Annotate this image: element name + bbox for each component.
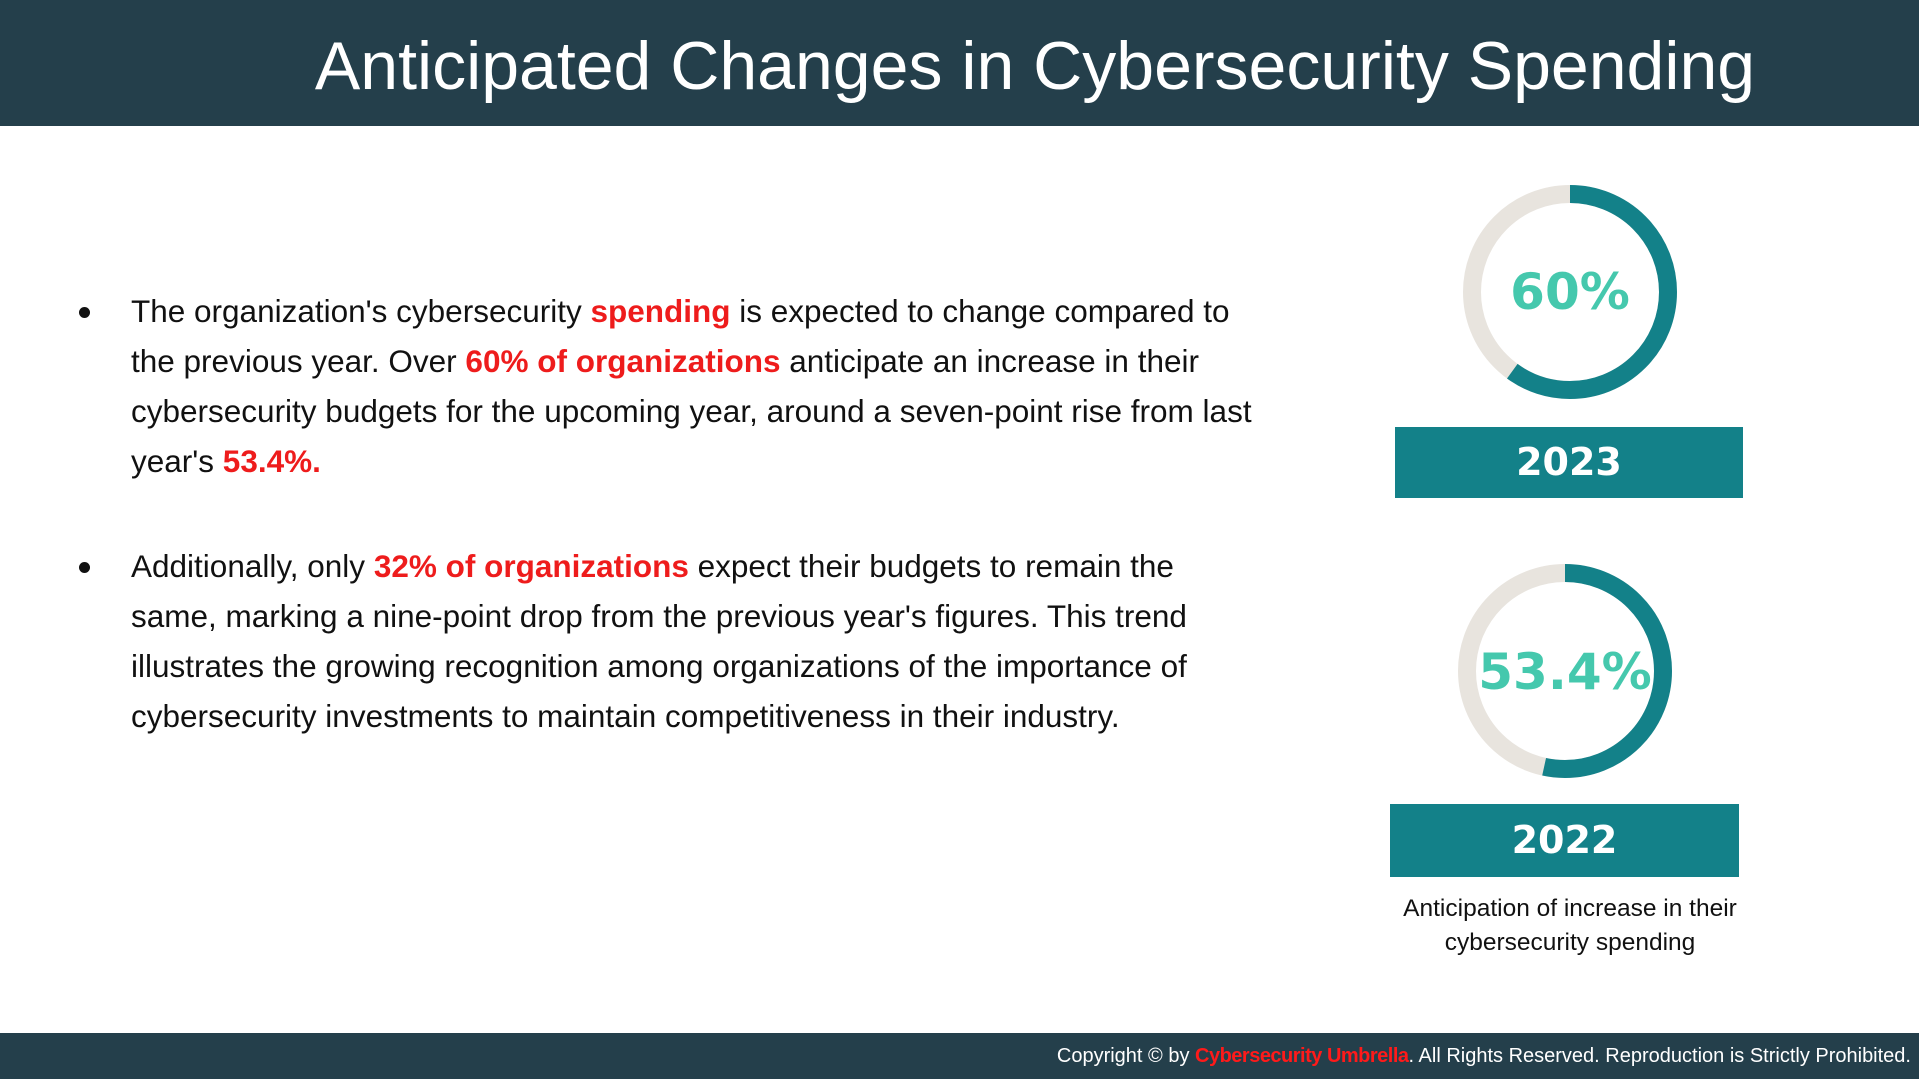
copyright-text: Copyright © by Cybersecurity Umbrella. All Rights Reserved. Reproduction is Strictly Prohibited. bbox=[1056, 1045, 1911, 1067]
bullet-dot-icon bbox=[79, 562, 90, 573]
highlight-text: 60% of organizations bbox=[465, 343, 781, 379]
header-bar bbox=[0, 0, 1919, 126]
bullet-text: The organization's cybersecurity spending is expected to change compared to the previous year. Over 60% of organizations anticipate an increase in their cybersecurity budgets for the upcoming year, around a seven-point rise from last year's 53.4%. bbox=[131, 293, 1252, 479]
year-bar-2022: 2022 bbox=[1390, 804, 1739, 877]
chart-caption: Anticipation of increase in their cybersecurity spending bbox=[1403, 895, 1737, 956]
gauge-2022 bbox=[1456, 562, 1674, 780]
gauge-value: 53.4% bbox=[1478, 643, 1652, 701]
bullet-list bbox=[75, 286, 1265, 796]
brand-name: Cybersecurity Umbrella bbox=[1195, 1045, 1409, 1067]
highlight-text: 53.4%. bbox=[222, 443, 321, 479]
footer-bar bbox=[0, 1033, 1919, 1079]
bullet-text: Additionally, only 32% of organizations expect their budgets to remain the same, marking a nine-point drop from the previous year's figures. This trend illustrates the growing recognition among organizations of the importance of cybersecurity investments to maintain competitiveness in their industry. bbox=[131, 548, 1187, 734]
highlight-text: spending bbox=[590, 293, 731, 329]
bullet-item bbox=[75, 286, 1265, 486]
gauge-value: 60% bbox=[1510, 263, 1630, 321]
year-bar-2023: 2023 bbox=[1395, 427, 1743, 498]
bullet-dot-icon bbox=[79, 307, 90, 318]
page-title: Anticipated Changes in Cybersecurity Spending bbox=[314, 28, 1756, 104]
bullet-item bbox=[75, 541, 1265, 741]
gauge-2023 bbox=[1461, 183, 1679, 401]
highlight-text: 32% of organizations bbox=[373, 548, 689, 584]
